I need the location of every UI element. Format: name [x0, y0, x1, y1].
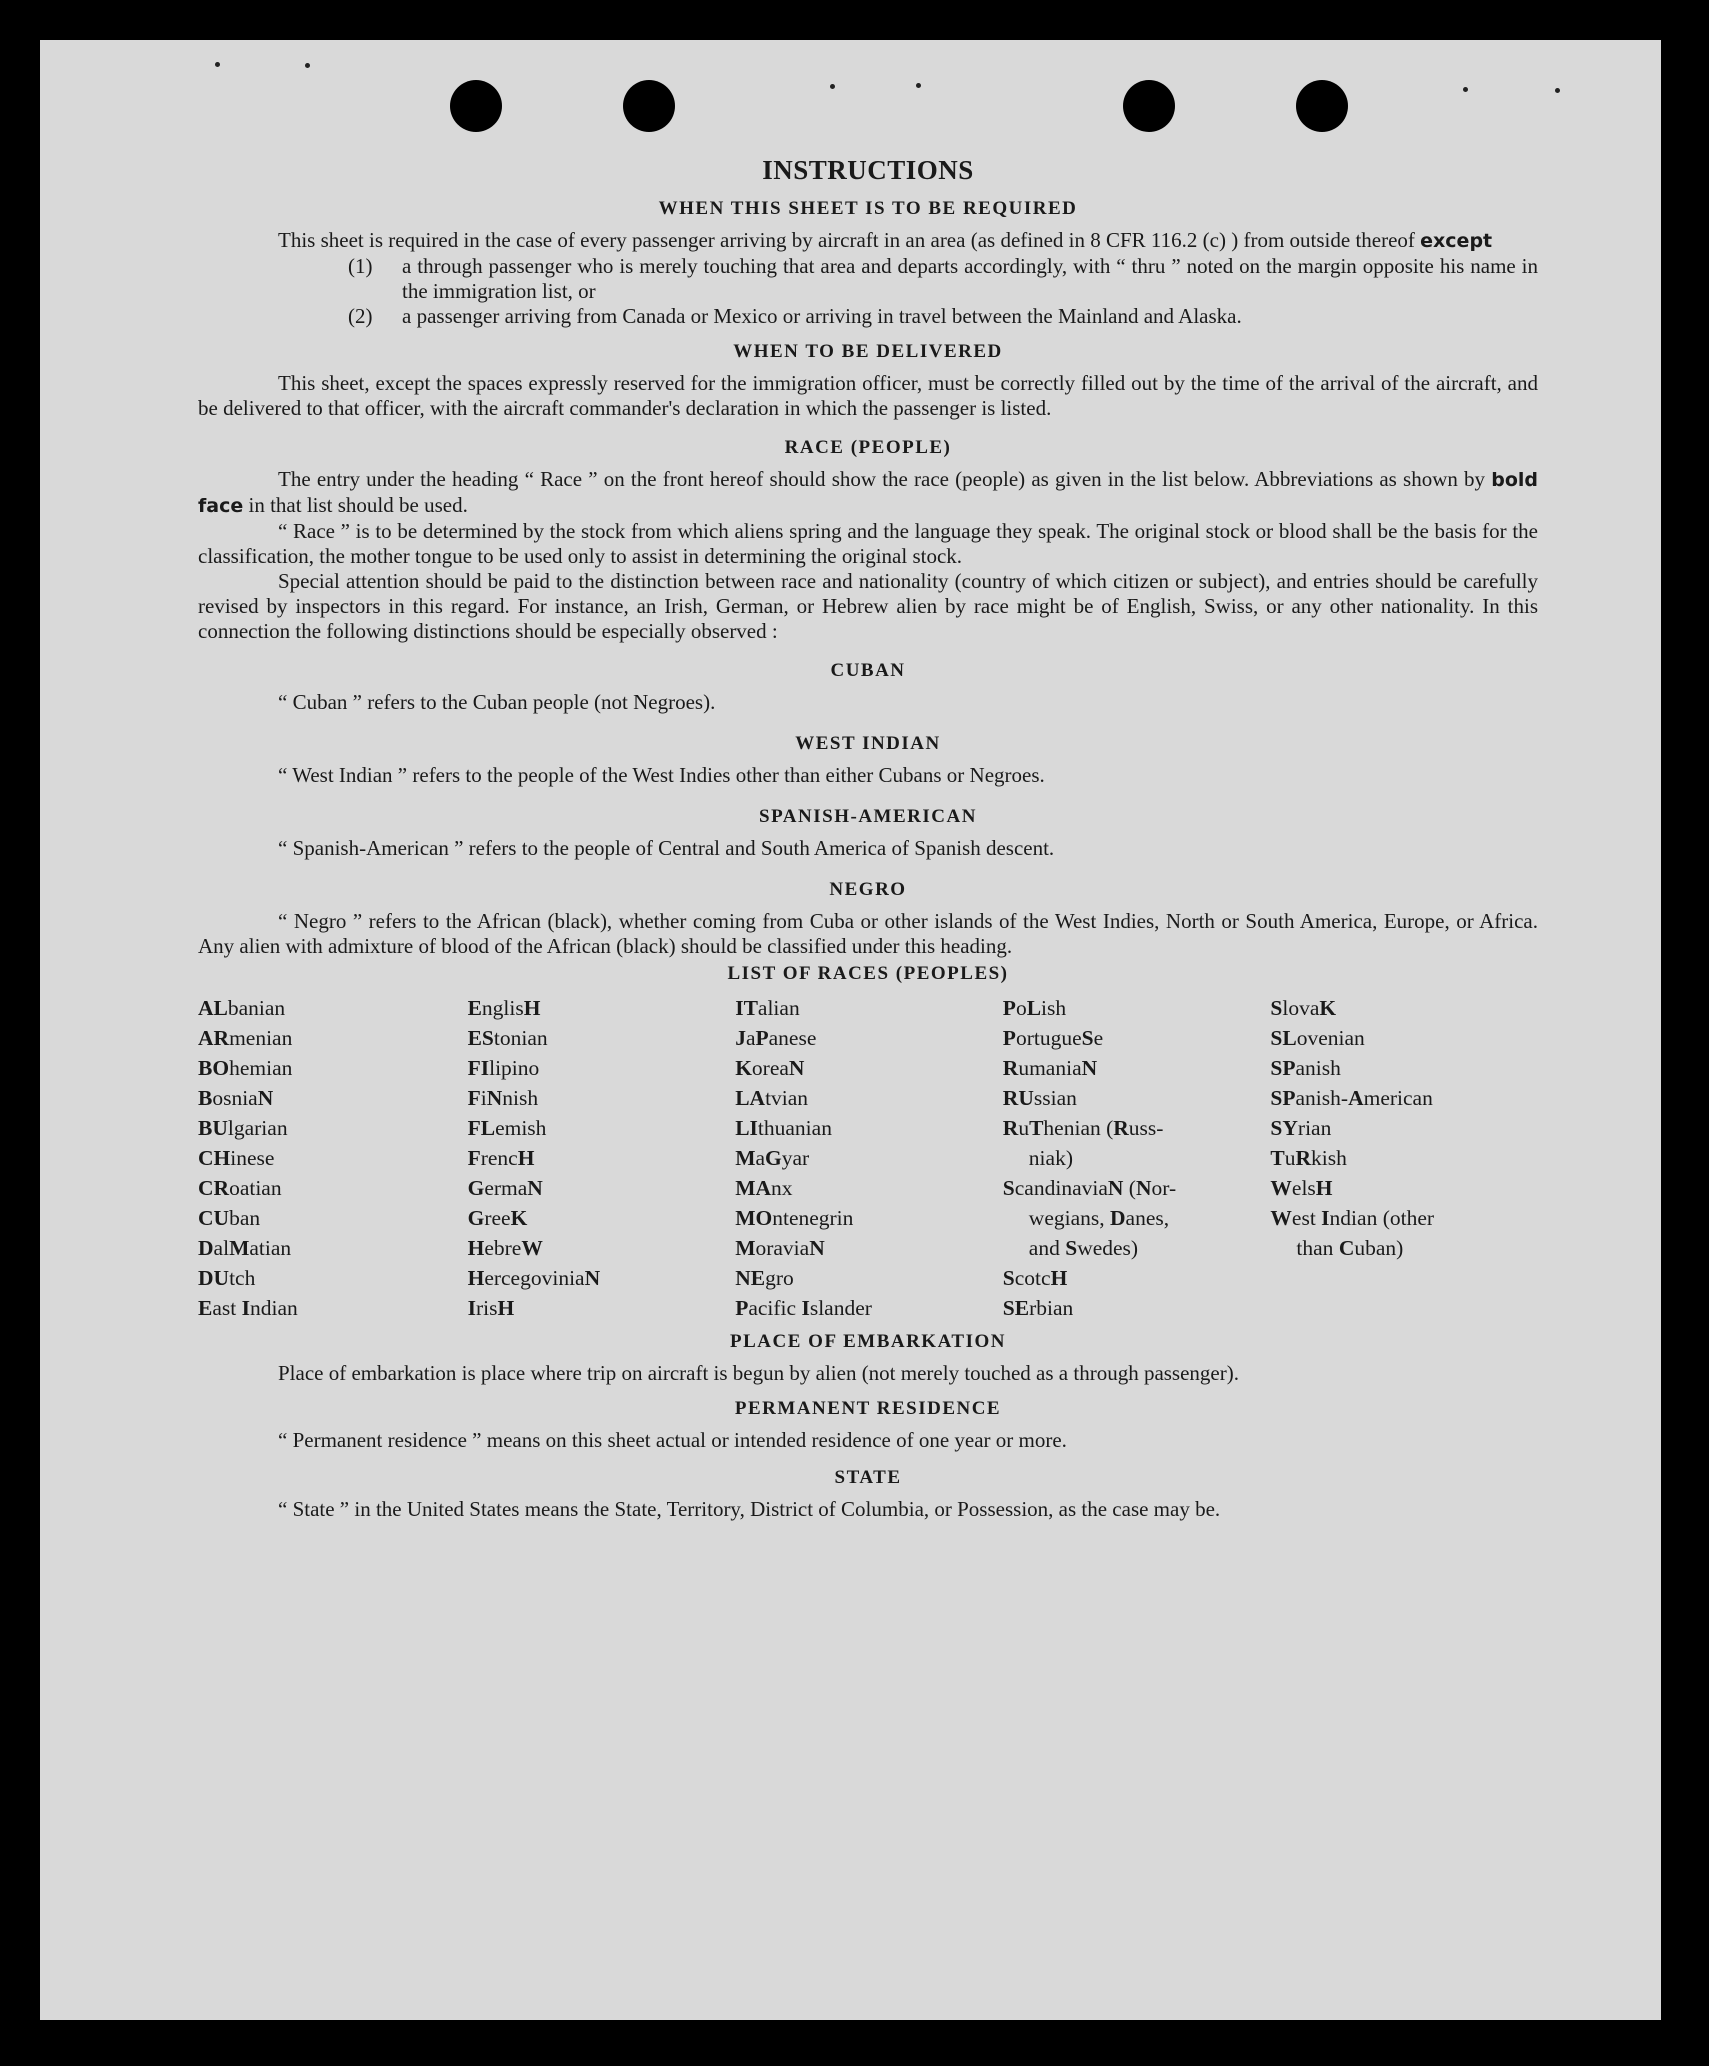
race-entry: CUban [198, 1206, 261, 1230]
race-entry: ScotcH [1002, 1266, 1068, 1290]
speck [830, 84, 835, 89]
section-heading: CUBAN [830, 660, 906, 681]
race-entry: PortugueSe [1002, 1026, 1104, 1050]
race-entry: wegians, Danes, [1028, 1206, 1170, 1230]
paragraph: This sheet is required in the case of every passenger arriving by aircraft in an area (as defined in 8 CFR 116.2 (c) ) from outside thereof except [278, 228, 1493, 252]
race-entry: DUtch [198, 1266, 256, 1290]
race-entry: RuThenian (Russ- [1002, 1116, 1164, 1140]
race-entry: FLemish [467, 1116, 547, 1140]
race-entry: MOntenegrin [735, 1206, 854, 1230]
race-entry: LIthuanian [735, 1116, 832, 1140]
instructions-body [198, 155, 1538, 1522]
race-entry: ALbanian [198, 996, 286, 1020]
race-entry: DalMatian [198, 1236, 292, 1260]
race-entry: IrisH [467, 1296, 515, 1320]
speck [1555, 88, 1560, 93]
race-entry: ITalian [735, 996, 800, 1020]
paragraph: “ Cuban ” refers to the Cuban people (not Negroes). [278, 690, 716, 714]
race-column [468, 993, 736, 1323]
race-entry: CRoatian [198, 1176, 282, 1200]
paragraph: “ Permanent residence ” means on this sheet actual or intended residence of one year or more. [278, 1428, 1067, 1452]
race-entry: Pacific Islander [735, 1296, 872, 1320]
race-column [1003, 993, 1271, 1323]
race-entry: than Cuban) [1296, 1236, 1404, 1260]
race-entry: NEgro [735, 1266, 794, 1290]
punch-hole [623, 80, 675, 132]
punch-hole [450, 80, 502, 132]
race-entry: RUssian [1002, 1086, 1077, 1110]
section-heading: WEST INDIAN [795, 733, 941, 754]
race-entry: JaPanese [735, 1026, 817, 1050]
section-heading: NEGRO [829, 879, 907, 900]
race-entry: EnglisH [467, 996, 541, 1020]
race-entry: ARmenian [198, 1026, 293, 1050]
list-item: (2) a passenger arriving from Canada or Mexico or arriving in travel between the Mainland and Alaska. [348, 304, 1242, 328]
speck [305, 63, 310, 68]
race-entry: and Swedes) [1028, 1236, 1139, 1260]
race-column [1270, 993, 1538, 1323]
race-entry: BUlgarian [198, 1116, 288, 1140]
race-column [198, 993, 468, 1323]
document-page [40, 40, 1661, 2020]
race-entry: EStonian [467, 1026, 548, 1050]
race-entry: East Indian [198, 1296, 298, 1320]
paragraph: Place of embarkation is place where trip on aircraft is begun by alien (not merely touched as a through passenger). [278, 1361, 1239, 1385]
paragraph: “ Race ” is to be determined by the stock from which aliens spring and the language they speak. The original stock or blood shall be the basis for the classification, the mother tongue to be used only to assist in determining the original stock. [198, 519, 1538, 568]
race-entry: TuRkish [1270, 1146, 1347, 1170]
race-entry: GreeK [467, 1206, 528, 1230]
paragraph: “ Spanish-American ” refers to the people of Central and South America of Spanish descent. [278, 836, 1055, 860]
section-heading: PERMANENT RESIDENCE [734, 1398, 1002, 1419]
race-list [198, 993, 1538, 1323]
race-entry: MoraviaN [735, 1236, 825, 1260]
race-entry: SErbian [1002, 1296, 1074, 1320]
race-column [735, 993, 1003, 1323]
section-heading: PLACE OF EMBARKATION [730, 1331, 1006, 1352]
speck [215, 62, 220, 67]
race-entry: CHinese [198, 1146, 275, 1170]
race-entry: KoreaN [735, 1056, 805, 1080]
paragraph: Special attention should be paid to the distinction between race and nationality (country of which citizen or subject), and entries should be carefully revised by inspectors in this regard. For instance, an Irish, German, or Hebrew alien by race might be of English, Swiss, or any other nationality. In this connection the following distinctions should be especially observed : [198, 569, 1538, 643]
speck [916, 83, 921, 88]
section-heading: WHEN TO BE DELIVERED [733, 341, 1003, 362]
section-heading: WHEN THIS SHEET IS TO BE REQUIRED [658, 198, 1078, 219]
race-entry: SPanish-American [1270, 1086, 1433, 1110]
race-entry: WelsH [1270, 1176, 1333, 1200]
section-heading: SPANISH-AMERICAN [759, 806, 977, 827]
list-item: (1) a through passenger who is merely touching that area and departs accordingly, with “ thru ” noted on the margin opposite his name in the immigration list, or [348, 254, 1538, 303]
race-entry: BOhemian [198, 1056, 293, 1080]
race-entry: FiNnish [467, 1086, 539, 1110]
race-entry: SYrian [1270, 1116, 1332, 1140]
race-entry: FrencH [467, 1146, 535, 1170]
race-entry: HebreW [467, 1236, 543, 1260]
race-entry: PoLish [1002, 996, 1067, 1020]
paragraph: This sheet, except the spaces expressly reserved for the immigration officer, must be correctly filled out by the time of the arrival of the aircraft, and be delivered to that officer, with the aircraft commander's declaration in which the passenger is listed. [198, 371, 1538, 420]
paragraph: “ State ” in the United States means the State, Territory, District of Columbia, or Possession, as the case may be. [278, 1497, 1221, 1521]
race-entry: MaGyar [735, 1146, 810, 1170]
race-entry: MAnx [735, 1176, 793, 1200]
section-heading: RACE (PEOPLE) [784, 437, 952, 458]
section-heading: LIST OF RACES (PEOPLES) [727, 963, 1009, 984]
race-entry: ScandinaviaN (Nor- [1002, 1176, 1177, 1200]
race-entry: LAtvian [735, 1086, 809, 1110]
race-entry: GermaN [467, 1176, 543, 1200]
punch-hole [1296, 80, 1348, 132]
page-title: INSTRUCTIONS [762, 155, 974, 185]
punch-hole [1123, 80, 1175, 132]
speck [1463, 87, 1468, 92]
race-entry: SPanish [1270, 1056, 1341, 1080]
section-heading: STATE [834, 1467, 902, 1488]
paragraph: “ West Indian ” refers to the people of the West Indies other than either Cubans or Negroes. [278, 763, 1045, 787]
race-entry: RumaniaN [1002, 1056, 1098, 1080]
paragraph: The entry under the heading “ Race ” on the front hereof should show the race (people) as given in the list below. Abbreviations as shown by bold face in that list should be used. [198, 467, 1539, 517]
race-entry: niak) [1028, 1146, 1073, 1170]
paragraph: “ Negro ” refers to the African (black), whether coming from Cuba or other islands of the West Indies, North or South America, Europe, or Africa. Any alien with admixture of blood of the African (black) should be classified under this heading. [198, 909, 1538, 958]
race-entry: SlovaK [1270, 996, 1337, 1020]
race-entry: FIlipino [467, 1056, 540, 1080]
race-entry: West Indian (other [1270, 1206, 1435, 1230]
race-entry: SLovenian [1270, 1026, 1365, 1050]
race-entry: HercegoviniaN [467, 1266, 601, 1290]
race-entry: BosniaN [198, 1086, 274, 1110]
